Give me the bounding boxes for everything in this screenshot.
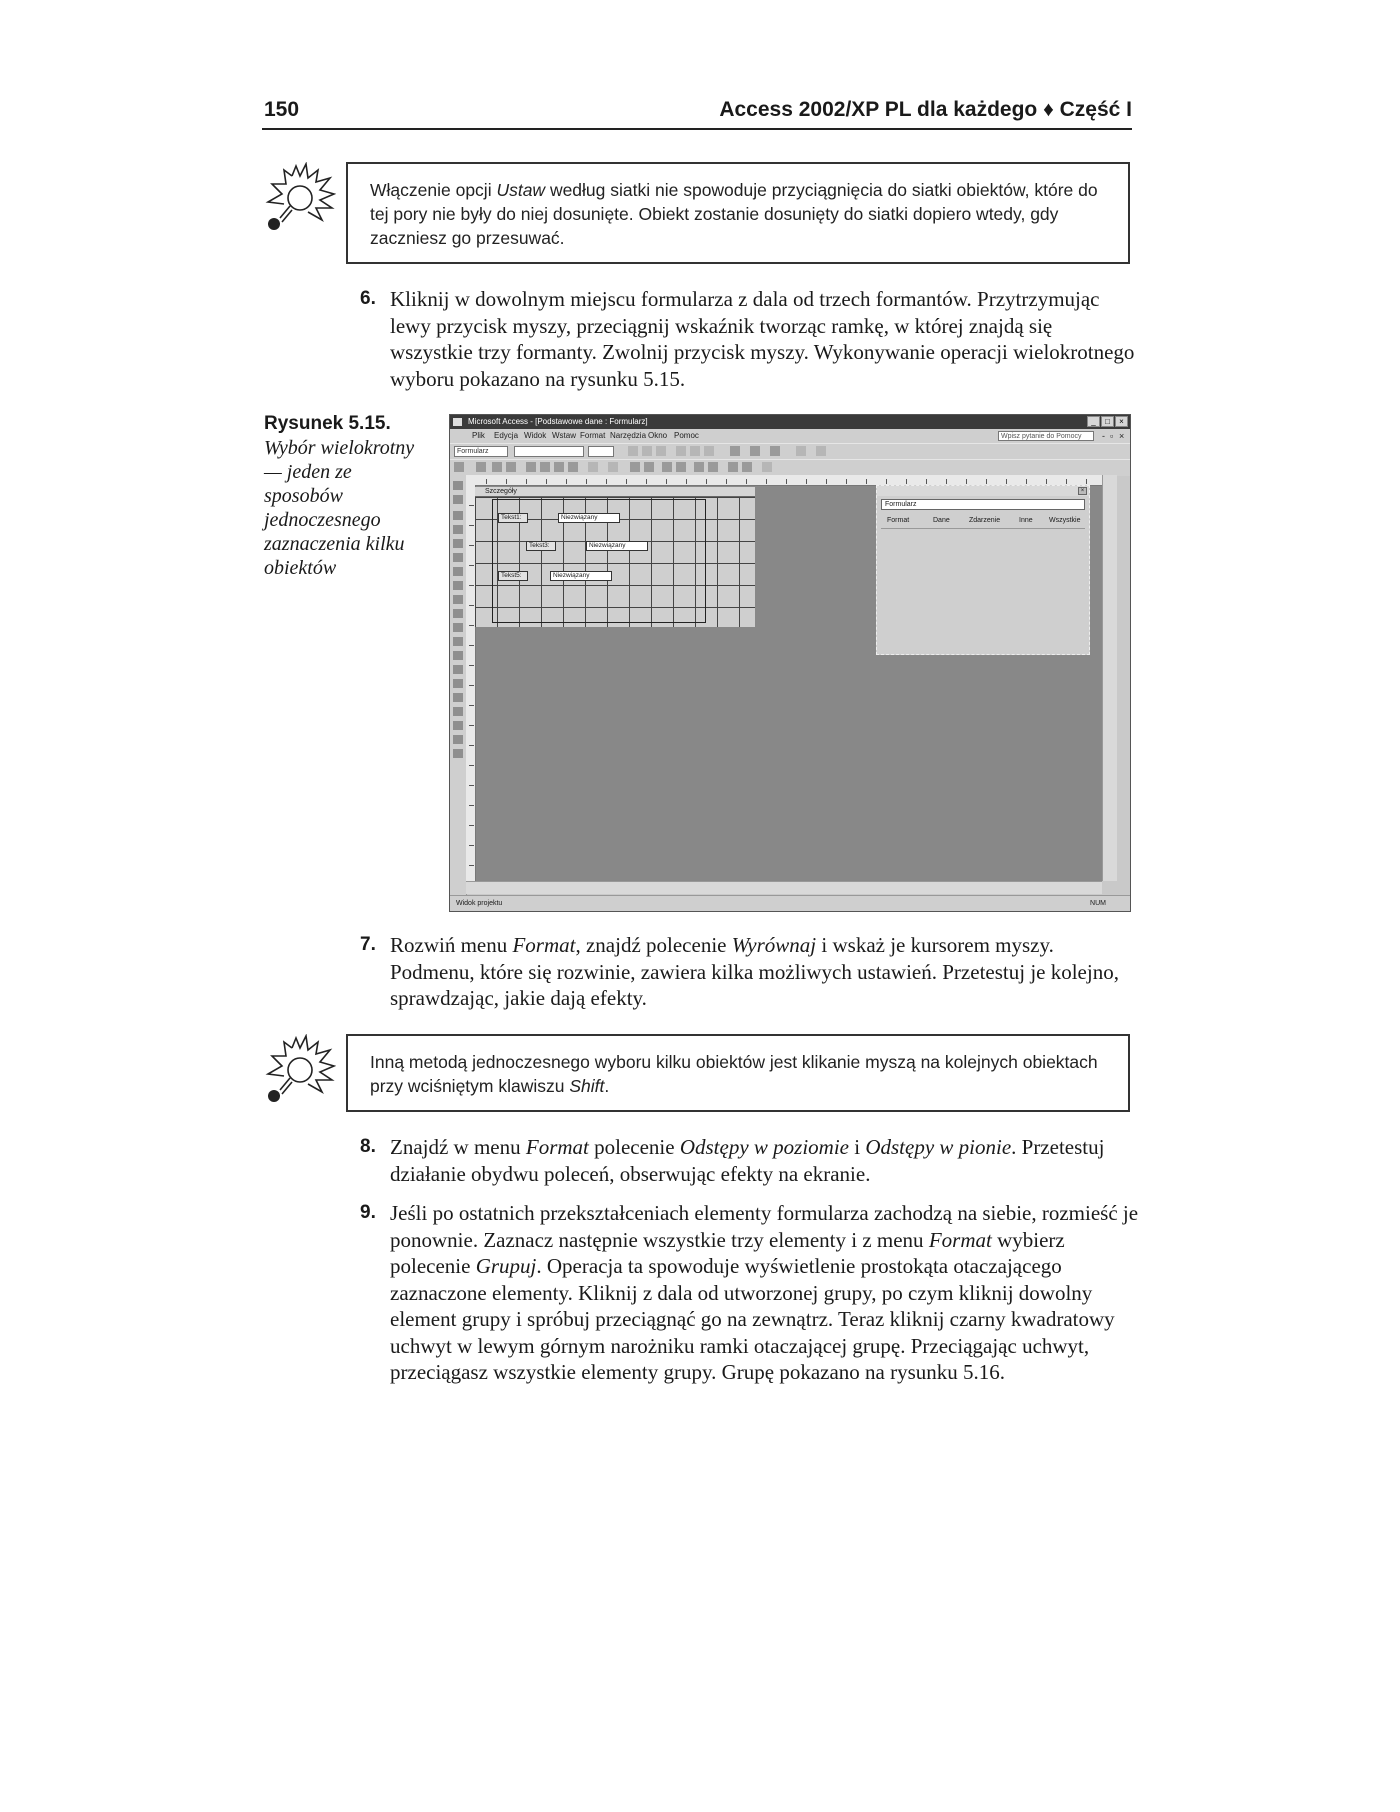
- menu-pomoc[interactable]: Pomoc: [674, 431, 699, 440]
- tip-text: .: [604, 1076, 610, 1096]
- menu-okno[interactable]: Okno: [648, 431, 668, 440]
- new-object-icon[interactable]: [742, 462, 752, 472]
- control-label-3[interactable]: Tekst5:: [498, 571, 528, 581]
- cut-icon[interactable]: [526, 462, 536, 472]
- combo-box-tool-icon[interactable]: [453, 595, 463, 604]
- menu-plik[interactable]: Plik: [472, 431, 485, 440]
- font-size-combo[interactable]: [588, 446, 614, 457]
- tab-dane[interactable]: Dane: [933, 517, 950, 524]
- control-label-1[interactable]: Tekst1:: [498, 513, 528, 523]
- command-button-tool-icon[interactable]: [453, 623, 463, 632]
- menu-widok[interactable]: Widok: [524, 431, 547, 440]
- tab-format[interactable]: Format: [887, 517, 910, 524]
- menu-bar: [450, 429, 1130, 443]
- tip-text: według siatki nie spowoduje przyciągnięcia do siatki obiektów, które do tej pory nie były do niej dosunięte. Obiekt zostanie dosunięty do siatki dopiero wtedy, gdy zaczniesz go przesuwać.: [370, 180, 1098, 248]
- save-icon[interactable]: [476, 462, 486, 472]
- close-button[interactable]: ×: [1115, 416, 1128, 427]
- step-number: 7.: [360, 934, 376, 955]
- undo-icon[interactable]: [588, 462, 598, 472]
- menu-format[interactable]: Format: [580, 431, 606, 440]
- minimize-button[interactable]: _: [1087, 416, 1100, 427]
- lightbulb-icon: [262, 1034, 336, 1106]
- tip-box: [346, 1034, 1130, 1112]
- caption-text: Wybór wielokrotny — jeden ze sposobów jednoczesnego zaznaczenia kilku obiektów: [264, 437, 415, 579]
- page-break-tool-icon[interactable]: [453, 679, 463, 688]
- tab-inne[interactable]: Inne: [1019, 517, 1033, 524]
- italic-icon[interactable]: [642, 446, 652, 456]
- step-7: [360, 932, 1140, 1012]
- align-center-icon[interactable]: [690, 446, 700, 456]
- field-list-icon[interactable]: [630, 462, 640, 472]
- database-window-icon[interactable]: [728, 462, 738, 472]
- maximize-button[interactable]: □: [1101, 416, 1114, 427]
- underline-icon[interactable]: [656, 446, 666, 456]
- figure-caption: [264, 412, 424, 580]
- running-header: [262, 98, 1132, 130]
- tip-text: Inną metodą jednoczesnego wyboru kilku obiektów jest klikanie myszą na kolejnych obiektach przy wciśniętym klawiszu: [370, 1052, 1098, 1096]
- tab-control-tool-icon[interactable]: [453, 693, 463, 702]
- print-preview-icon[interactable]: [506, 462, 516, 472]
- control-wizards-icon[interactable]: [453, 495, 463, 504]
- step-8: [360, 1134, 1140, 1187]
- help-icon[interactable]: [762, 462, 772, 472]
- rectangle-tool-icon[interactable]: [453, 735, 463, 744]
- menu-wstaw[interactable]: Wstaw: [552, 431, 576, 440]
- more-controls-icon[interactable]: [453, 749, 463, 758]
- toggle-button-tool-icon[interactable]: [453, 553, 463, 562]
- list-box-tool-icon[interactable]: [453, 609, 463, 618]
- tip-emphasis: Shift: [569, 1076, 605, 1096]
- doc-minimize-icon[interactable]: -: [1102, 431, 1105, 441]
- num-lock-indicator: NUM: [1090, 900, 1106, 907]
- step-text: Znajdź w menu Format polecenie Odstępy w poziomie i Odstępy w pionie. Przetestuj działanie obydwu poleceń, obserwując efekty na ekranie.: [390, 1135, 1105, 1186]
- view-icon[interactable]: [454, 462, 464, 472]
- textbox-tool-icon[interactable]: [453, 525, 463, 534]
- control-textbox-1[interactable]: Niezwiązany: [558, 513, 620, 523]
- menu-narzedzia[interactable]: Narzędzia: [610, 431, 647, 440]
- bold-icon[interactable]: [628, 446, 638, 456]
- control-label-2[interactable]: Tekst3:: [526, 541, 556, 551]
- toolbox-panel: [450, 475, 467, 895]
- horizontal-scrollbar[interactable]: [466, 881, 1102, 894]
- option-group-tool-icon[interactable]: [453, 539, 463, 548]
- align-right-icon[interactable]: [704, 446, 714, 456]
- select-objects-icon[interactable]: [453, 481, 463, 490]
- align-left-icon[interactable]: [676, 446, 686, 456]
- status-text: Widok projektu: [456, 900, 503, 907]
- status-bar: [450, 895, 1130, 911]
- control-textbox-2[interactable]: Niezwiązany: [586, 541, 648, 551]
- control-textbox-3[interactable]: Niezwiązany: [550, 571, 612, 581]
- tab-wszystkie[interactable]: Wszystkie: [1049, 517, 1081, 524]
- form-design-toolbar: [450, 459, 1130, 476]
- doc-restore-icon[interactable]: ▫: [1110, 431, 1114, 441]
- checkbox-tool-icon[interactable]: [453, 581, 463, 590]
- access-screenshot: [449, 414, 1131, 912]
- step-text: Rozwiń menu Format, znajdź polecenie Wyrównaj i wskaż je kursorem myszy. Podmenu, które się rozwinie, zawiera kilka możliwych ustawień. Przetestuj je kolejno, sprawdzając, jakie dają efekty.: [390, 933, 1119, 1010]
- copy-icon[interactable]: [540, 462, 550, 472]
- menu-edycja[interactable]: Edycja: [494, 431, 519, 440]
- bound-frame-tool-icon[interactable]: [453, 665, 463, 674]
- detail-section-header[interactable]: Szczegóły: [475, 487, 755, 497]
- subform-tool-icon[interactable]: [453, 707, 463, 716]
- page-number: 150: [264, 98, 300, 121]
- tip-box: [346, 162, 1130, 264]
- redo-icon[interactable]: [608, 462, 618, 472]
- image-tool-icon[interactable]: [453, 637, 463, 646]
- option-button-tool-icon[interactable]: [453, 567, 463, 576]
- step-number: 9.: [360, 1202, 376, 1223]
- properties-object-combo[interactable]: Formularz: [881, 499, 1085, 510]
- line-color-icon[interactable]: [770, 446, 780, 456]
- tab-zdarzenie[interactable]: Zdarzenie: [969, 517, 1001, 524]
- step-number: 8.: [360, 1136, 376, 1157]
- autoformat-icon[interactable]: [662, 462, 672, 472]
- properties-tabs: [881, 515, 1085, 527]
- formatting-toolbar: [450, 443, 1130, 460]
- unbound-frame-tool-icon[interactable]: [453, 651, 463, 660]
- running-title: Access 2002/XP PL dla każdego ♦ Część I: [719, 98, 1132, 121]
- properties-window: [876, 485, 1090, 655]
- code-icon[interactable]: [676, 462, 686, 472]
- font-combo[interactable]: [514, 446, 584, 457]
- step-9: [360, 1200, 1140, 1386]
- line-tool-icon[interactable]: [453, 721, 463, 730]
- special-effect-icon[interactable]: [816, 446, 826, 456]
- window-controls: [1087, 416, 1128, 427]
- step-6: [360, 286, 1140, 392]
- step-text: Jeśli po ostatnich przekształceniach elementy formularza zachodzą na siebie, rozmieść je ponownie. Zaznacz następnie wszystkie trzy elementy i z menu Format wybierz polecenie Grupuj. Operacja ta spowoduje wyświetlenie prostokąta otaczającego zaznaczone elementy. Kliknij z dala od utworzonej grupy, po czym kliknij dowolny element grupy i spróbuj przeciągnąć go na zewnątrz. Teraz kliknij czarny kwadratowy uchwyt w lewym górnym narożniku ramki otaczającej grupę. Przeciągając uchwyt, przeciągasz wszystkie elementy grupy. Grupę pokazano na rysunku 5.16.: [390, 1201, 1139, 1384]
- label-tool-icon[interactable]: [453, 511, 463, 520]
- step-number: 6.: [360, 288, 376, 309]
- vertical-scrollbar[interactable]: [1102, 475, 1117, 881]
- tip-emphasis: Ustaw: [496, 180, 546, 200]
- window-title: Microsoft Access - [Podstawowe dane : Formularz]: [468, 417, 648, 426]
- fill-color-icon[interactable]: [730, 446, 740, 456]
- properties-icon[interactable]: [694, 462, 704, 472]
- doc-close-icon[interactable]: ×: [1119, 431, 1125, 441]
- caption-title: Rysunek 5.15.: [264, 413, 391, 434]
- properties-title-bar: [877, 486, 1089, 496]
- tip-text: Włączenie opcji: [370, 180, 497, 200]
- help-search-input[interactable]: Wpisz pytanie do Pomocy: [998, 431, 1094, 441]
- toolbox-icon[interactable]: [644, 462, 654, 472]
- object-combo[interactable]: Formularz: [454, 446, 508, 457]
- app-icon: [453, 418, 462, 426]
- print-icon[interactable]: [492, 462, 502, 472]
- builder-icon[interactable]: [708, 462, 718, 472]
- format-painter-icon[interactable]: [568, 462, 578, 472]
- properties-close-icon[interactable]: ×: [1078, 487, 1087, 495]
- properties-body: [881, 528, 1085, 651]
- paste-icon[interactable]: [554, 462, 564, 472]
- step-text: Kliknij w dowolnym miejscu formularza z dala od trzech formantów. Przytrzymując lewy przycisk myszy, przeciągnij wskaźnik tworząc ramkę, w której znajdą się wszystkie trzy formanty. Zwolnij przycisk myszy. Wykonywanie operacji wielokrotnego wyboru pokazano na rysunku 5.15.: [390, 287, 1135, 391]
- line-width-icon[interactable]: [796, 446, 806, 456]
- font-color-icon[interactable]: [750, 446, 760, 456]
- lightbulb-icon: [262, 162, 336, 234]
- title-bar: [450, 415, 1130, 429]
